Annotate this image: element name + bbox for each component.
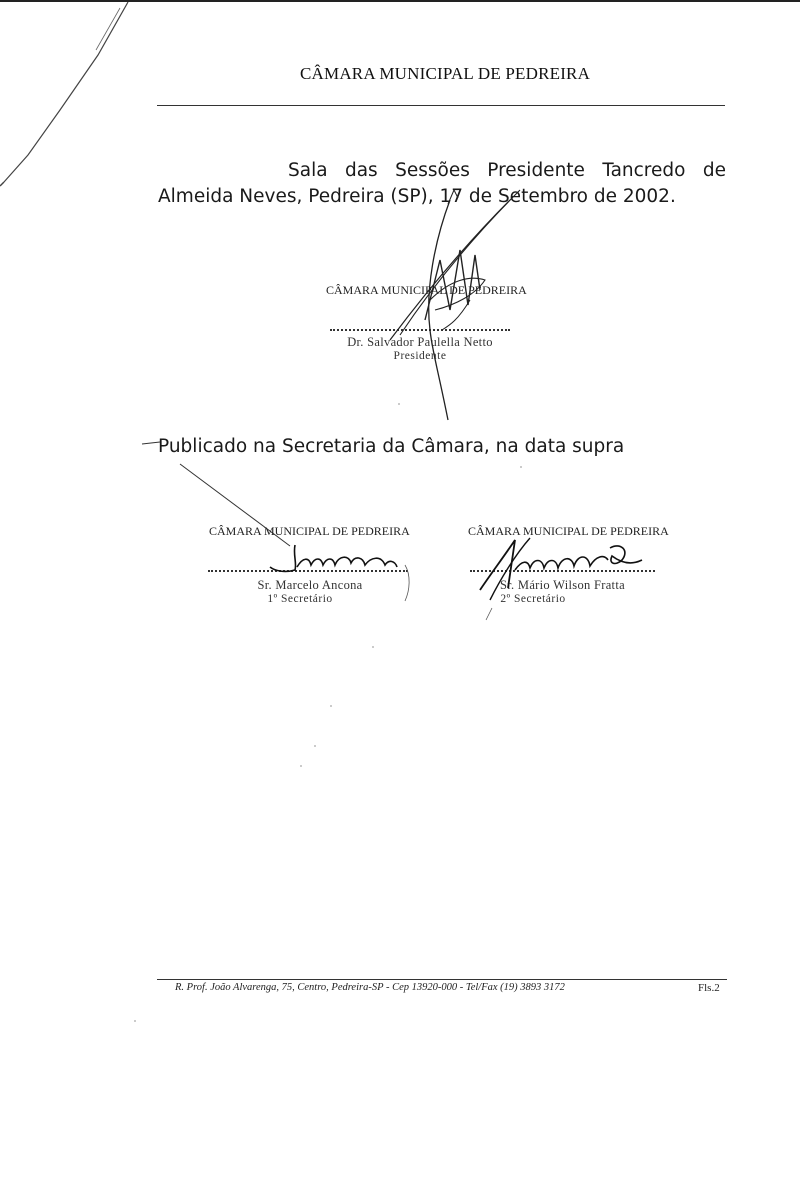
second-secretary-role: 2º Secretário bbox=[500, 593, 566, 605]
scan-speck bbox=[372, 646, 374, 648]
first-secretary-signature bbox=[265, 535, 415, 605]
publication-note: Publicado na Secretaria da Câmara, na data supra bbox=[158, 436, 625, 457]
second-secretary-name: Sr. Mário Wilson Fratta bbox=[500, 578, 625, 592]
scan-top-border bbox=[0, 0, 800, 2]
page-number: Fls.2 bbox=[698, 982, 720, 994]
scan-speck bbox=[520, 466, 522, 468]
footer-address: R. Prof. João Alvarenga, 75, Centro, Pedreira-SP - Cep 13920-000 - Tel/Fax (19) 3893 3172 bbox=[175, 982, 565, 993]
president-role: Presidente bbox=[393, 350, 447, 362]
footer-divider bbox=[157, 979, 727, 980]
scan-speck bbox=[314, 745, 316, 747]
first-secretary-stamp: CÂMARA MUNICIPAL DE PEDREIRA bbox=[209, 524, 410, 538]
scan-speck bbox=[330, 705, 332, 707]
scan-speck bbox=[398, 403, 400, 405]
president-stamp: CÂMARA MUNICIPAL DE PEDREIRA bbox=[326, 283, 527, 297]
president-signature bbox=[380, 180, 540, 430]
first-secretary-role: 1º Secretário bbox=[267, 593, 333, 605]
president-name: Dr. Salvador Paulella Netto bbox=[347, 335, 493, 349]
second-secretary-signature bbox=[470, 520, 650, 630]
closing-statement: Sala das Sessões Presidente Tancredo de Almeida Neves, Pedreira (SP), 17 de Setembro de 2002. bbox=[158, 160, 726, 207]
header-divider bbox=[157, 105, 725, 106]
second-secretary-stamp: CÂMARA MUNICIPAL DE PEDREIRA bbox=[468, 524, 669, 538]
first-secretary-name: Sr. Marcelo Ancona bbox=[257, 578, 363, 592]
scan-speck bbox=[134, 1020, 136, 1022]
letterhead-title: CÂMARA MUNICIPAL DE PEDREIRA bbox=[300, 64, 591, 83]
scan-speck bbox=[300, 765, 302, 767]
